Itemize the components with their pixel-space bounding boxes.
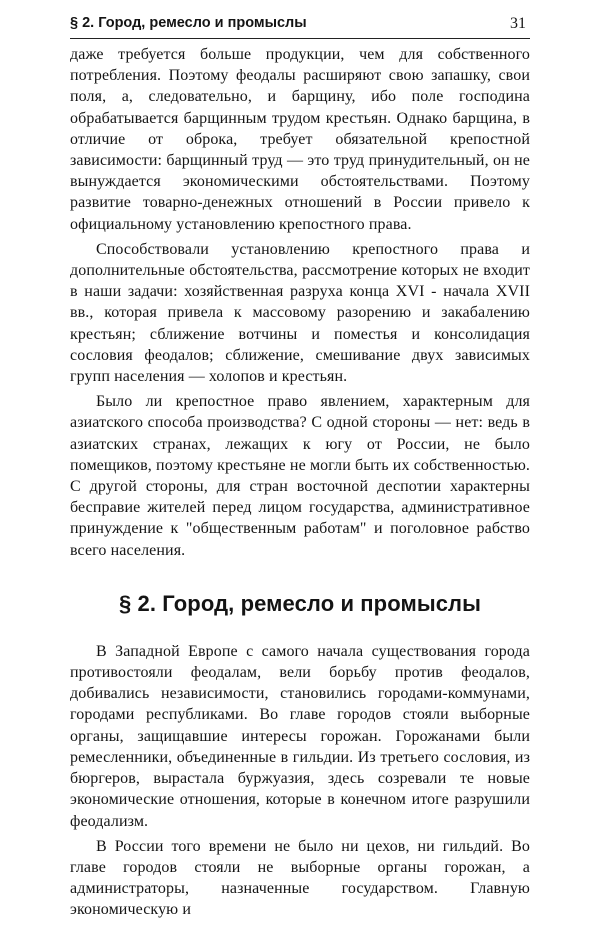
- paragraph: Было ли крепостное право явлением, характерным для азиатского способа производства? С одной стороны — нет: ведь в азиатских странах, лежащих к югу от России, не было помещиков, поэтому крестьяне не могли быть их собственностью. С другой стороны, для стран восточной деспотии характерны бесправие жителей перед лицом государства, административное принуждение к "общественным работам" и поголовное рабство всего населения.: [70, 393, 530, 559]
- page-number: 31: [510, 15, 526, 32]
- paragraph: В России того времени не было ни цехов, ни гильдий. Во главе городов стояли не выборные органы горожан, а администраторы, назначенные государством. Главную экономическую и: [70, 837, 530, 919]
- section-heading: § 2. Город, ремесло и промыслы: [118, 590, 482, 616]
- running-head-title: § 2. Город, ремесло и промыслы: [70, 15, 307, 31]
- paragraph: даже требуется больше продукции, чем для собственного потребления. Поэтому феодалы расширяют свою запашку, свои поля, а, следовательно, и барщину, ибо поле господина обрабатывается барщинным трудом крестьян. Однако барщина, в отличие от оброка, требует обязательной крепостной зависимости: барщинный труд — это труд принудительный, он не вынуждается экономическими обстоятельствами. Поэтому развитие товарно-денежных отношений в России привело к официальному установлению крепостного права.: [70, 46, 530, 233]
- paragraph: В Западной Европе с самого начала существования города противостояли феодалам, вели борьбу против феодалов, добивались независимости, становились городами-коммунами, городами республиками. Во главе городов стояли выборные органы, защищавшие интересы горожан. Горожанами были ремесленники, объединенные в гильдии. Из третьего сословия, из бюргеров, вырастала буржуазия, здесь созревали те новые экономические отношения, которые в конечном итоге разрушили феодализм.: [70, 642, 530, 830]
- running-head: [70, 12, 530, 39]
- page-body: [70, 44, 530, 925]
- paragraph: Способствовали установлению крепостного права и дополнительные обстоятельства, рассмотрение которых не входит в наши задачи: хозяйственная разруха конца XVI - начала XVII вв., которая привела к массовому разорению и закабалению крестьян; сближение вотчины и поместья и консолидация сословия феодалов; сближение, смешивание двух зависимых групп населения — холопов и крестьян.: [70, 240, 530, 386]
